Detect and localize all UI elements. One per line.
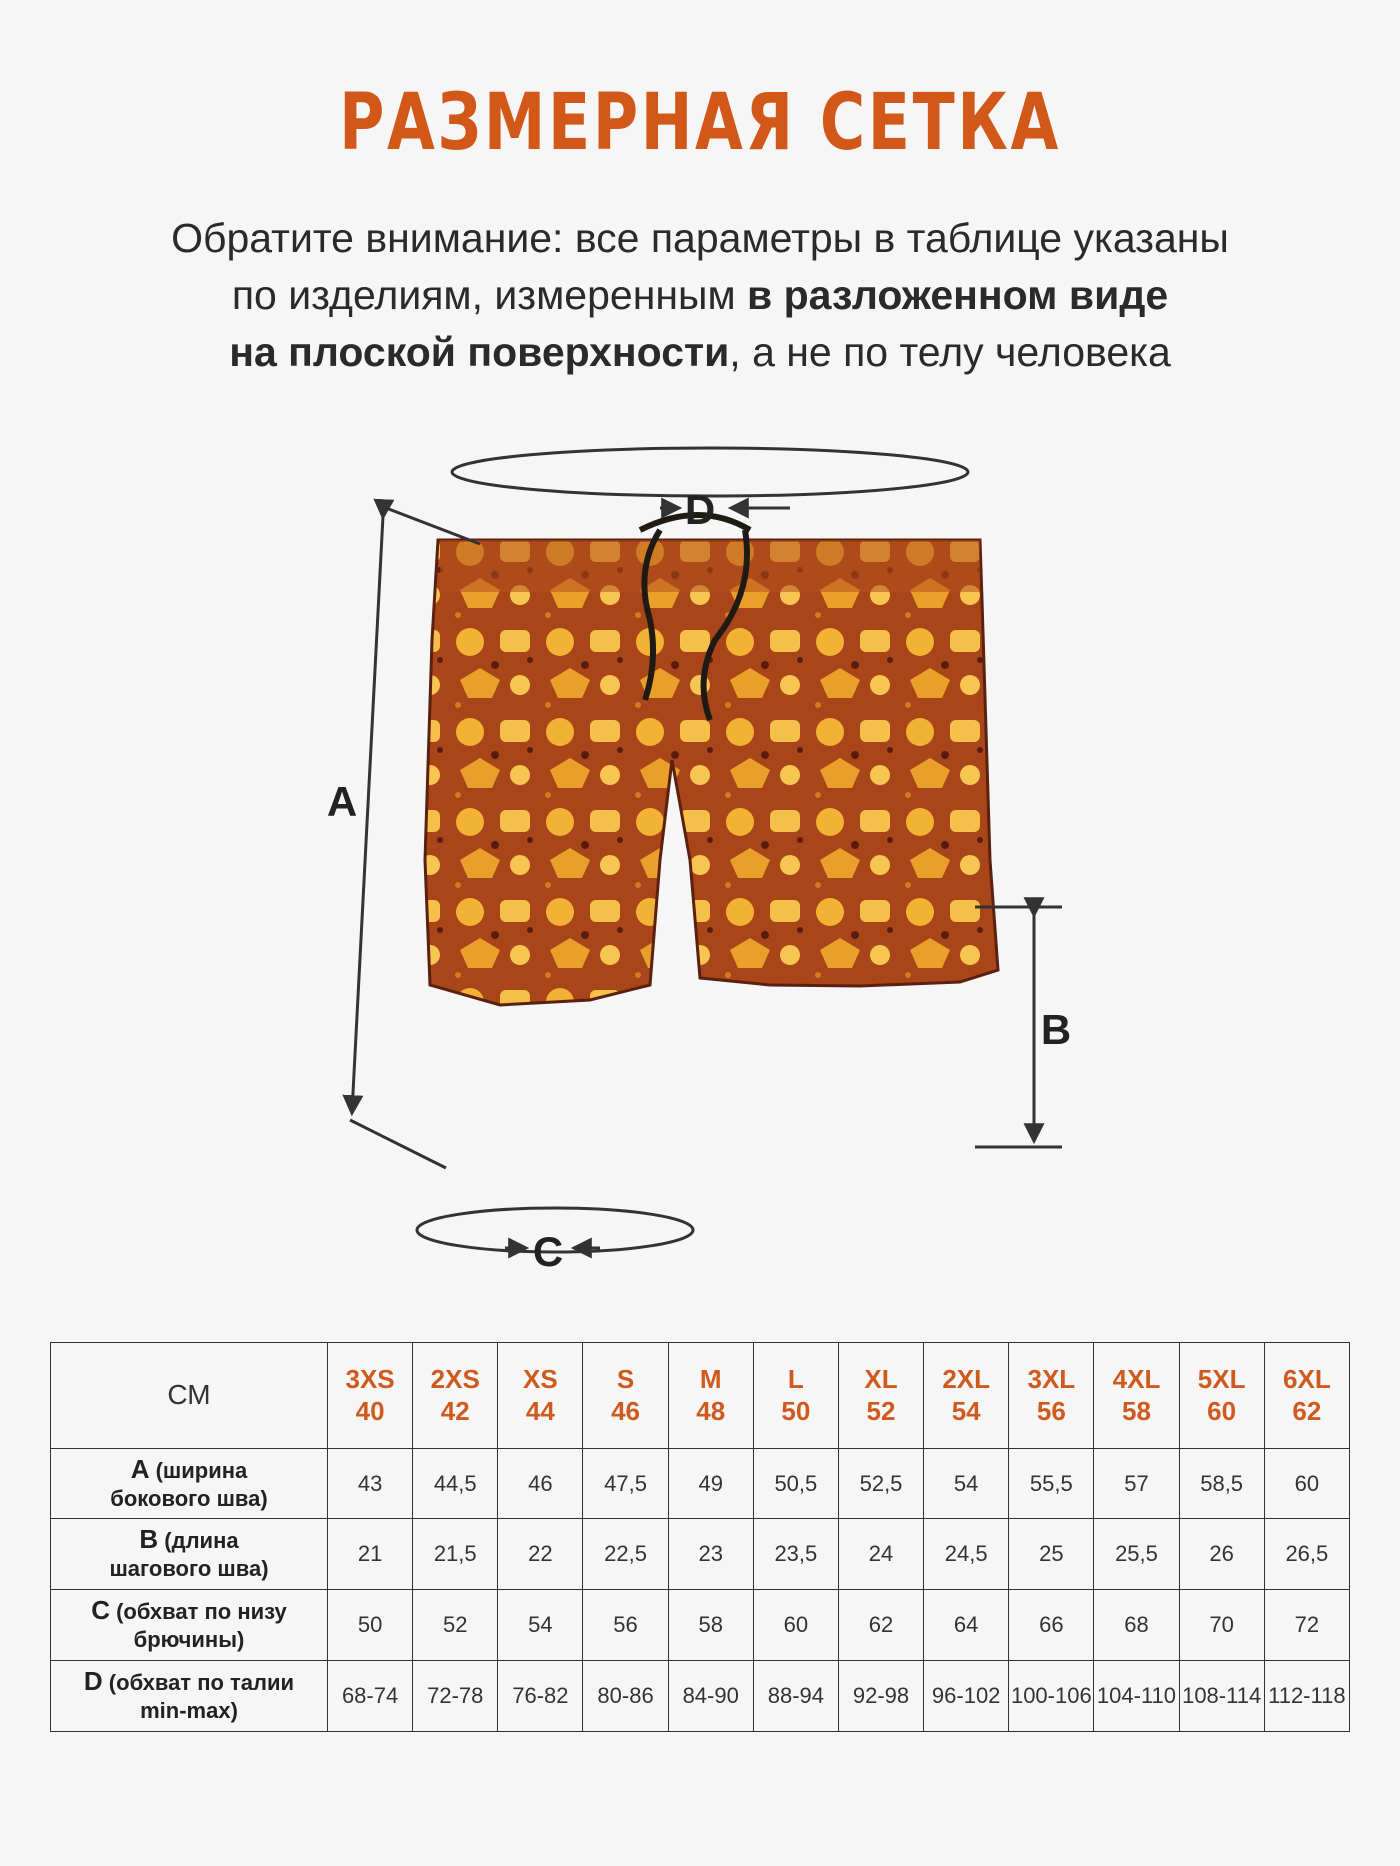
size-table bbox=[50, 1342, 1350, 1732]
shorts-shape bbox=[425, 540, 998, 1005]
size-letter: 2XS bbox=[430, 1364, 480, 1395]
size-letter: 4XL bbox=[1112, 1364, 1161, 1395]
size-header-row bbox=[51, 1343, 1350, 1449]
measurement-value: 49 bbox=[668, 1448, 753, 1519]
size-header bbox=[668, 1343, 753, 1449]
measurement-value: 62 bbox=[838, 1590, 923, 1661]
measurement-label-text: (длина bbox=[158, 1528, 239, 1554]
measurement-value: 58 bbox=[668, 1590, 753, 1661]
measurement-value: 24,5 bbox=[924, 1519, 1009, 1590]
size-number: 42 bbox=[440, 1396, 470, 1427]
shorts-diagram-svg bbox=[0, 440, 1400, 1310]
measurement-value: 68 bbox=[1094, 1590, 1179, 1661]
size-header bbox=[924, 1343, 1009, 1449]
measurement-key: B bbox=[139, 1524, 159, 1555]
measurement-label bbox=[51, 1519, 328, 1590]
size-number: 54 bbox=[951, 1396, 981, 1427]
measurement-value: 100-106 bbox=[1009, 1661, 1094, 1732]
measurement-value: 24 bbox=[838, 1519, 923, 1590]
size-number: 56 bbox=[1036, 1396, 1066, 1427]
notice-emphasis: в разложенном виде bbox=[747, 272, 1169, 318]
size-header bbox=[1009, 1343, 1094, 1449]
measurement-value: 88-94 bbox=[753, 1661, 838, 1732]
label-b: B bbox=[1040, 1006, 1072, 1053]
measurement-value: 47,5 bbox=[583, 1448, 668, 1519]
size-header bbox=[838, 1343, 923, 1449]
a-bottom-guide bbox=[350, 1120, 446, 1168]
label-d: D bbox=[684, 486, 716, 533]
size-letter: XS bbox=[523, 1364, 558, 1395]
measurement-value: 70 bbox=[1179, 1590, 1264, 1661]
measurement-label-text: (обхват по талии bbox=[102, 1670, 295, 1696]
size-header bbox=[1094, 1343, 1179, 1449]
measurement-value: 52 bbox=[413, 1590, 498, 1661]
size-letter: L bbox=[787, 1364, 804, 1395]
measurement-value: 43 bbox=[328, 1448, 413, 1519]
size-header bbox=[1264, 1343, 1349, 1449]
measurement-value: 23,5 bbox=[753, 1519, 838, 1590]
unit-cell: СМ bbox=[51, 1343, 328, 1449]
size-number: 44 bbox=[525, 1396, 555, 1427]
measurement-value: 26,5 bbox=[1264, 1519, 1349, 1590]
measurement-key: C bbox=[91, 1595, 110, 1626]
measurement-key: D bbox=[83, 1666, 103, 1697]
size-number: 40 bbox=[355, 1396, 385, 1427]
measurement-value: 22 bbox=[498, 1519, 583, 1590]
measurement-key: A bbox=[130, 1453, 150, 1484]
measurement-value: 23 bbox=[668, 1519, 753, 1590]
measurement-value: 58,5 bbox=[1179, 1448, 1264, 1519]
measurement-row bbox=[51, 1590, 1350, 1661]
size-header bbox=[1179, 1343, 1264, 1449]
size-header bbox=[753, 1343, 838, 1449]
measurement-label bbox=[51, 1661, 328, 1732]
notice-text: по изделиям, измеренным bbox=[231, 272, 748, 318]
measurement-value: 68-74 bbox=[328, 1661, 413, 1732]
measurement-label-text: брючины) bbox=[133, 1627, 245, 1653]
measurement-label bbox=[51, 1448, 328, 1519]
measurement-value: 96-102 bbox=[924, 1661, 1009, 1732]
measurement-value: 50 bbox=[328, 1590, 413, 1661]
measurement-row bbox=[51, 1661, 1350, 1732]
size-header bbox=[583, 1343, 668, 1449]
measurement-label-text: (обхват по низу bbox=[109, 1599, 287, 1625]
notice-text: , а не по телу человека bbox=[729, 329, 1171, 375]
measurement-value: 21,5 bbox=[413, 1519, 498, 1590]
size-chart bbox=[50, 1342, 1350, 1732]
measurement-value: 22,5 bbox=[583, 1519, 668, 1590]
size-letter: 2XL bbox=[942, 1364, 991, 1395]
size-table-body bbox=[51, 1448, 1350, 1731]
size-letter: 3XL bbox=[1027, 1364, 1076, 1395]
measurement-value: 72-78 bbox=[413, 1661, 498, 1732]
measurement-value: 25 bbox=[1009, 1519, 1094, 1590]
measurement-value: 56 bbox=[583, 1590, 668, 1661]
measurement-value: 92-98 bbox=[838, 1661, 923, 1732]
measurement-value: 26 bbox=[1179, 1519, 1264, 1590]
shorts-illustration bbox=[425, 515, 998, 1005]
measurement-label bbox=[51, 1590, 328, 1661]
measurement-value: 52,5 bbox=[838, 1448, 923, 1519]
size-header bbox=[413, 1343, 498, 1449]
measurement-value: 46 bbox=[498, 1448, 583, 1519]
notice-emphasis: на плоской поверхности bbox=[229, 329, 730, 375]
size-letter: 6XL bbox=[1283, 1364, 1331, 1395]
measurement-value: 112-118 bbox=[1264, 1661, 1349, 1732]
measurement-label-text: min-max) bbox=[140, 1698, 238, 1724]
size-letter: M bbox=[699, 1364, 722, 1395]
measurement-label-text: шагового шва) bbox=[109, 1556, 269, 1582]
measurement-row bbox=[51, 1519, 1350, 1590]
measurement-value: 64 bbox=[924, 1590, 1009, 1661]
size-number: 46 bbox=[611, 1396, 640, 1427]
shorts-measurement-diagram bbox=[0, 440, 1400, 1310]
measurement-value: 60 bbox=[753, 1590, 838, 1661]
measurement-value: 72 bbox=[1264, 1590, 1349, 1661]
page-title: РАЗМЕРНАЯ СЕТКА bbox=[339, 78, 1061, 168]
measurement-value: 25,5 bbox=[1094, 1519, 1179, 1590]
measurement-value: 76-82 bbox=[498, 1661, 583, 1732]
measurement-value: 54 bbox=[924, 1448, 1009, 1519]
measurement-value: 104-110 bbox=[1094, 1661, 1179, 1732]
size-letter: 5XL bbox=[1197, 1364, 1246, 1395]
measurement-label-text: (ширина bbox=[149, 1457, 248, 1483]
measurement-value: 66 bbox=[1009, 1590, 1094, 1661]
measurement-value: 54 bbox=[498, 1590, 583, 1661]
size-letter: S bbox=[616, 1364, 635, 1395]
size-header bbox=[498, 1343, 583, 1449]
size-letter: XL bbox=[864, 1364, 898, 1395]
measurement-value: 108-114 bbox=[1179, 1661, 1264, 1732]
label-a: A bbox=[326, 778, 358, 825]
waistband bbox=[440, 540, 980, 592]
measurement-value: 57 bbox=[1094, 1448, 1179, 1519]
size-number: 48 bbox=[696, 1396, 726, 1427]
measurement-value: 55,5 bbox=[1009, 1448, 1094, 1519]
label-c: C bbox=[532, 1228, 564, 1275]
measurement-value: 60 bbox=[1264, 1448, 1349, 1519]
measurement-row bbox=[51, 1448, 1350, 1519]
a-top-guide bbox=[386, 508, 480, 544]
size-number: 62 bbox=[1292, 1396, 1322, 1427]
size-number: 60 bbox=[1207, 1396, 1237, 1427]
size-letter: 3XS bbox=[345, 1364, 395, 1395]
measurement-label-text: бокового шва) bbox=[110, 1485, 268, 1511]
size-header bbox=[328, 1343, 413, 1449]
measurement-value: 80-86 bbox=[583, 1661, 668, 1732]
size-number: 52 bbox=[866, 1396, 896, 1427]
measurement-value: 21 bbox=[328, 1519, 413, 1590]
measurement-value: 84-90 bbox=[668, 1661, 753, 1732]
measurement-value: 44,5 bbox=[413, 1448, 498, 1519]
measurement-notice bbox=[0, 210, 1400, 381]
measurement-value: 50,5 bbox=[753, 1448, 838, 1519]
notice-line-3 bbox=[0, 324, 1400, 381]
size-number: 50 bbox=[781, 1396, 811, 1427]
notice-line-1: Обратите внимание: все параметры в таблице указаны bbox=[171, 215, 1229, 261]
notice-line-2 bbox=[0, 267, 1400, 324]
size-number: 58 bbox=[1122, 1396, 1151, 1427]
